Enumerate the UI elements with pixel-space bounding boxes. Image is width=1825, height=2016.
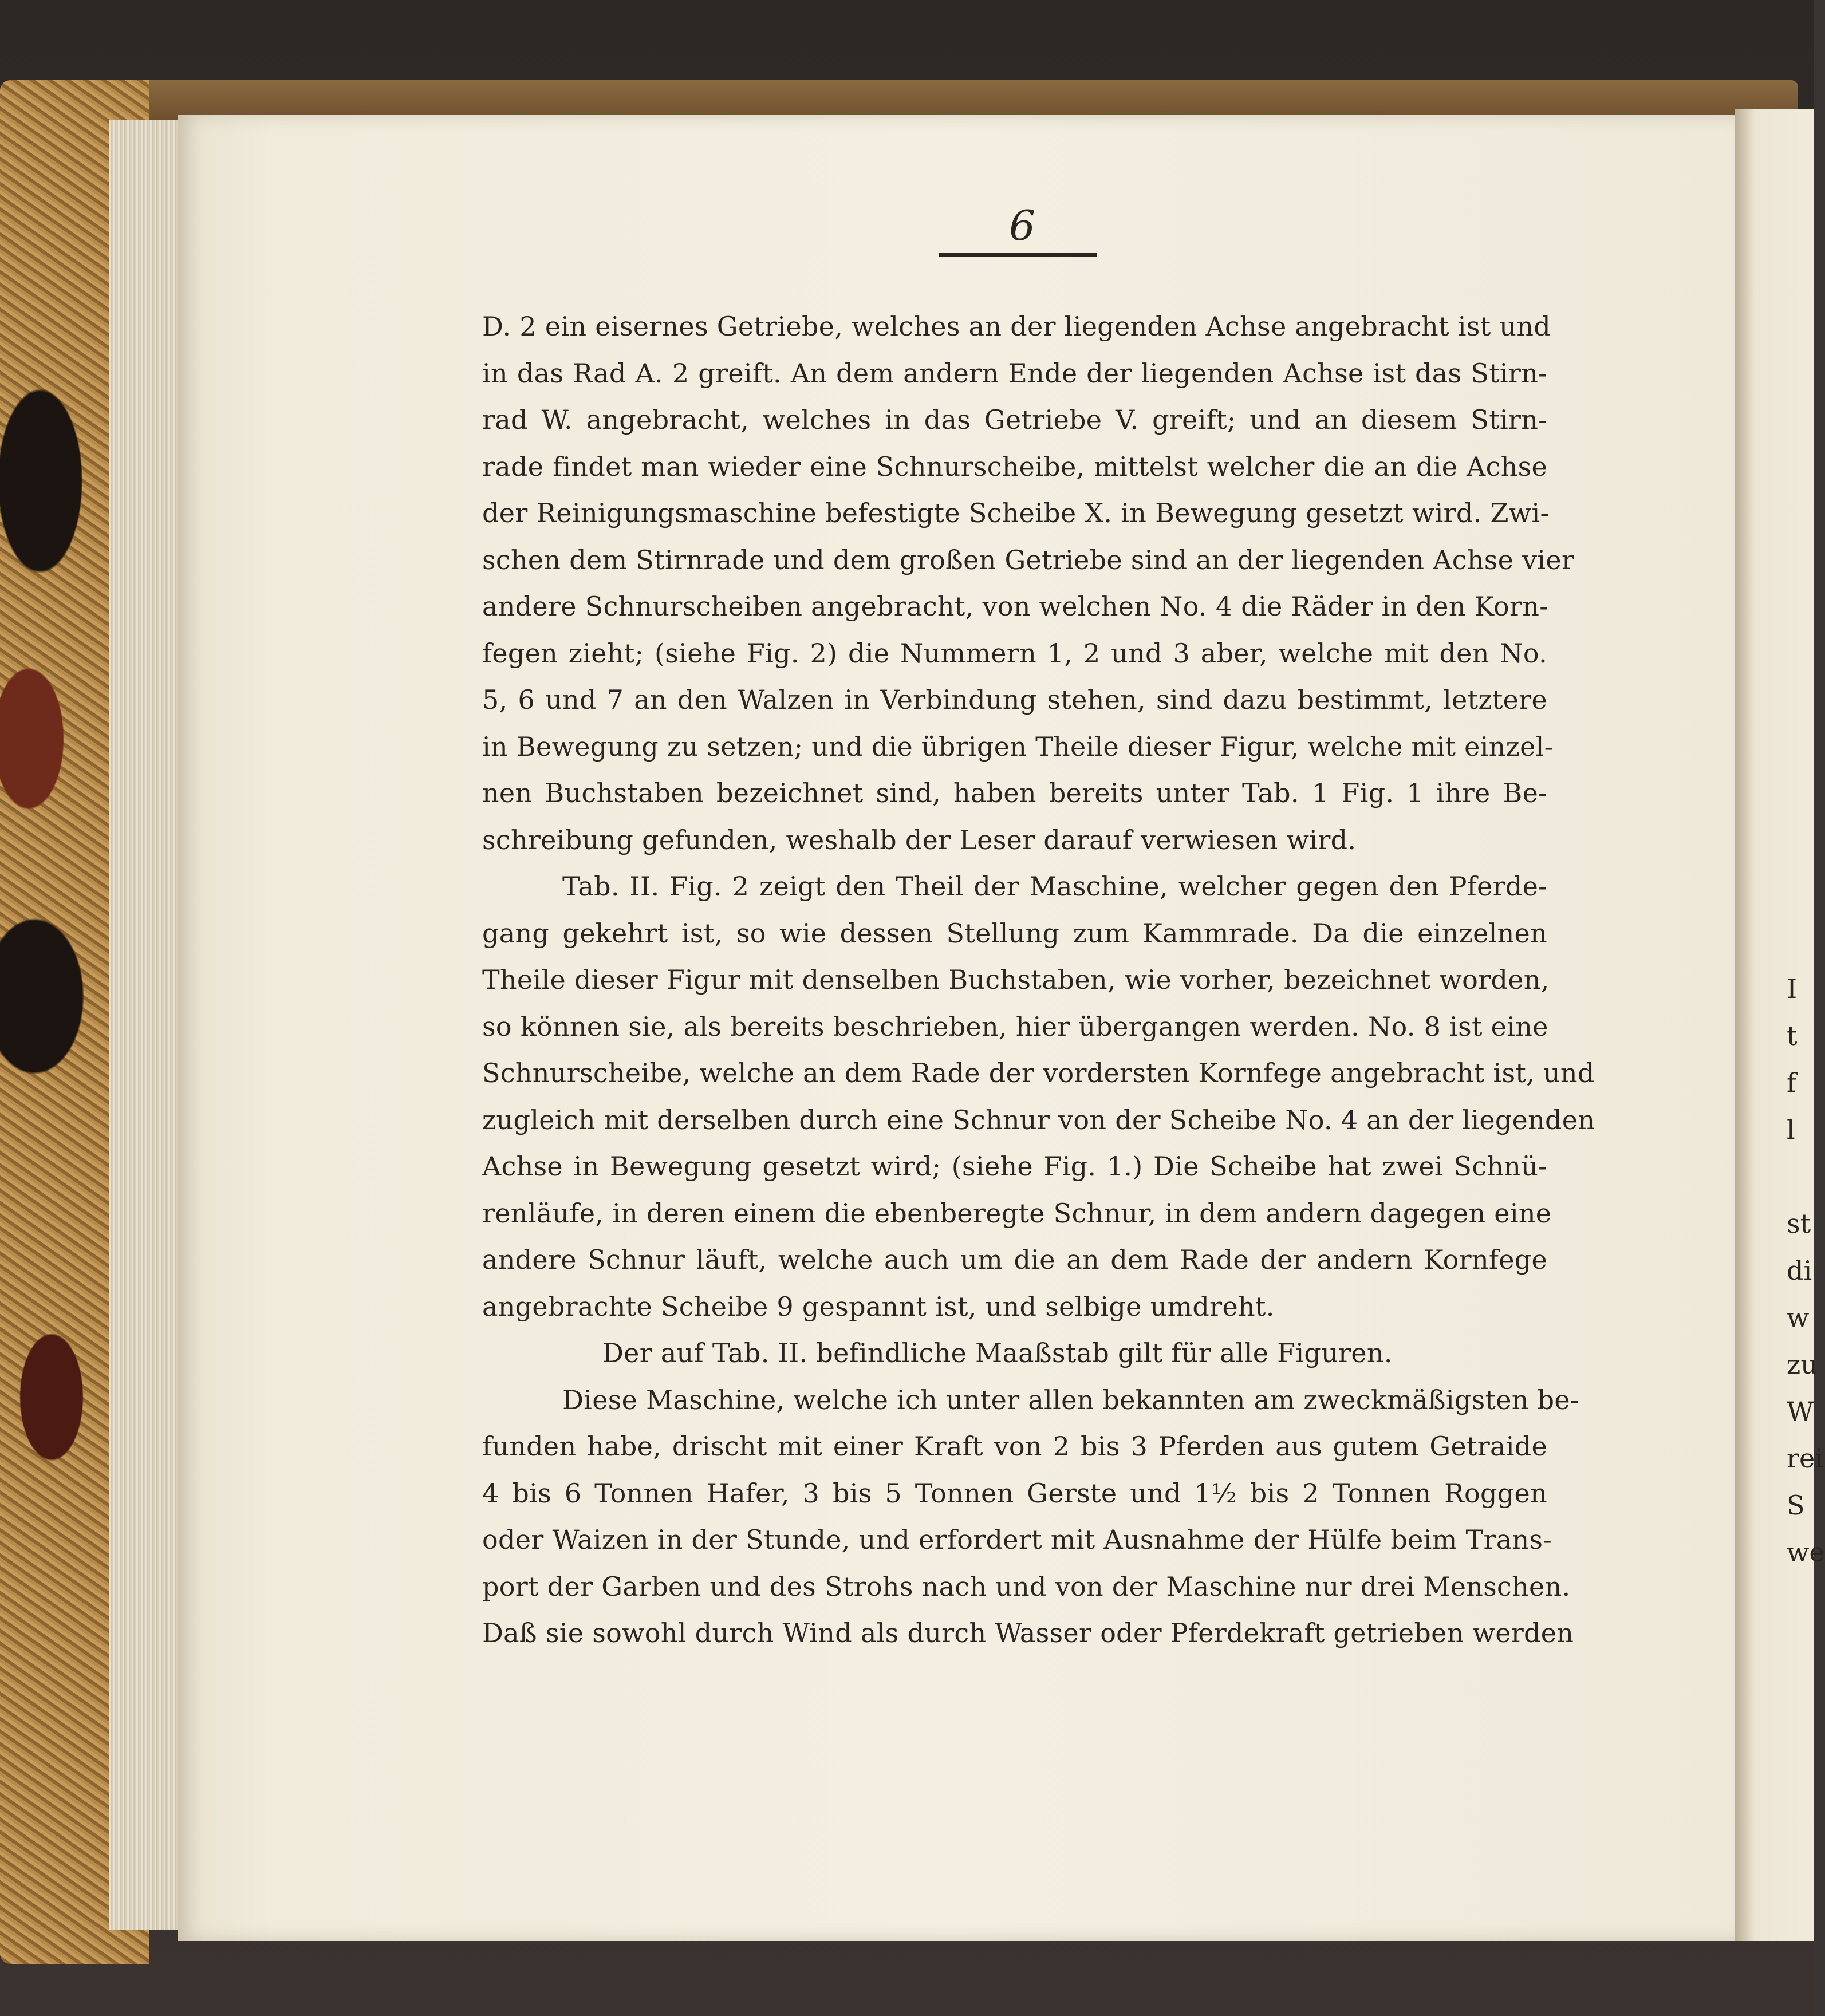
text-line: schreibung gefunden, weshalb der Leser darauf verwiesen wird.	[482, 824, 1357, 855]
text-line: der Reinigungsmaschine befestigte Scheibe X. in Bewegung gesetzt wird. Zwi-	[482, 498, 1550, 528]
facing-page-fragment: st	[1787, 1208, 1811, 1239]
text-line: Achse in Bewegung gesetzt wird; (siehe Fig. 1.) Die Scheibe hat zwei Schnü-	[482, 1151, 1547, 1182]
facing-page-fragment	[1787, 1161, 1814, 1208]
text-line: Der auf Tab. II. befindliche Maaßstab gilt für alle Figuren.	[602, 1338, 1393, 1368]
text-line: oder Waizen in der Stunde, und erfordert mit Ausnahme der Hülfe beim Trans-	[482, 1524, 1552, 1555]
text-line: funden habe, drischt mit einer Kraft von 2 bis 3 Pferden aus gutem Getraide	[482, 1431, 1547, 1462]
text-line: rad W. angebracht, welches in das Getriebe V. greift; und an diesem Stirn-	[482, 404, 1547, 435]
text-line: schen dem Stirnrade und dem großen Getriebe sind an der liegenden Achse vier	[482, 544, 1575, 575]
text-line: Schnurscheibe, welche an dem Rade der vordersten Kornfege angebracht ist, und	[482, 1058, 1595, 1088]
page-number: 6	[1009, 202, 1035, 250]
text-line: Tab. II. Fig. 2 zeigt den Theil der Maschine, welcher gegen den Pferde-	[562, 871, 1547, 902]
body-text	[482, 303, 1595, 1657]
facing-page-fragment: l	[1787, 1114, 1795, 1145]
text-line: 4 bis 6 Tonnen Hafer, 3 bis 5 Tonnen Gerste und 1½ bis 2 Tonnen Roggen	[482, 1477, 1547, 1509]
facing-page-fragment: we	[1787, 1537, 1825, 1568]
page-number-rule	[939, 253, 1097, 257]
text-line: in Bewegung zu setzen; und die übrigen Theile dieser Figur, welche mit einzel-	[482, 731, 1554, 762]
facing-page-fragment: w	[1787, 1302, 1810, 1333]
text-line: 5, 6 und 7 an den Walzen in Verbindung stehen, sind dazu bestimmt, letztere	[482, 684, 1547, 715]
facing-page-fragment: S	[1787, 1490, 1805, 1521]
text-line: andere Schnur läuft, welche auch um die an dem Rade der andern Kornfege	[482, 1244, 1547, 1275]
text-line: D. 2 ein eisernes Getriebe, welches an der liegenden Achse angebracht ist und	[482, 311, 1551, 342]
facing-page-fragment: di	[1787, 1255, 1812, 1286]
facing-page-text-fragments	[1787, 973, 1825, 1584]
facing-page-fragment: rei	[1787, 1443, 1823, 1474]
text-line: andere Schnurscheiben angebracht, von welchen No. 4 die Räder in den Korn-	[482, 591, 1549, 622]
text-line: rade findet man wieder eine Schnurscheibe, mittelst welcher die an die Achse	[482, 451, 1547, 482]
text-line: port der Garben und des Strohs nach und von der Maschine nur drei Menschen.	[482, 1571, 1571, 1602]
text-line: so können sie, als bereits beschrieben, hier übergangen werden. No. 8 ist eine	[482, 1011, 1548, 1042]
text-line: Daß sie sowohl durch Wind als durch Wasser oder Pferdekraft getrieben werden	[482, 1617, 1574, 1648]
page-edges	[109, 120, 183, 1930]
text-line: angebrachte Scheibe 9 gespannt ist, und selbige umdreht.	[482, 1291, 1275, 1322]
facing-page-fragment: I	[1787, 973, 1798, 1004]
text-line: gang gekehrt ist, so wie dessen Stellung zum Kammrade. Da die einzelnen	[482, 917, 1547, 949]
facing-page-fragment: zu	[1787, 1349, 1818, 1380]
text-line: zugleich mit derselben durch eine Schnur von der Scheibe No. 4 an der liegenden	[482, 1104, 1595, 1135]
text-line: Theile dieser Figur mit denselben Buchstaben, wie vorher, bezeichnet worden,	[482, 964, 1550, 995]
facing-page-fragment: t	[1787, 1020, 1798, 1051]
text-line: in das Rad A. 2 greift. An dem andern Ende der liegenden Achse ist das Stirn-	[482, 357, 1547, 389]
text-line: nen Buchstaben bezeichnet sind, haben bereits unter Tab. 1 Fig. 1 ihre Be-	[482, 778, 1547, 808]
text-line: Diese Maschine, welche ich unter allen bekannten am zweckmäßigsten be-	[562, 1384, 1579, 1415]
text-line: renläufe, in deren einem die ebenberegte Schnur, in dem andern dagegen eine	[482, 1197, 1552, 1229]
text-line: fegen zieht; (siehe Fig. 2) die Nummern 1, 2 und 3 aber, welche mit den No.	[482, 637, 1547, 669]
facing-page-fragment: f	[1787, 1067, 1797, 1098]
facing-page-fragment: W	[1787, 1396, 1814, 1427]
